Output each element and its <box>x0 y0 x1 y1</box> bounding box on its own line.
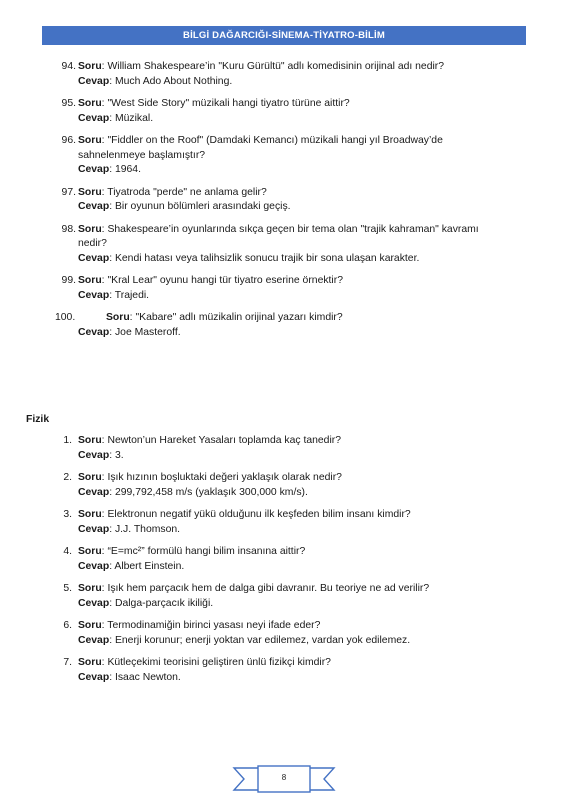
question-line: Soru: Shakespeare’in oyunlarında sıkça geçen bir tema olan "trajik kahraman" kavramı nedir? <box>78 223 479 249</box>
answer-line: Cevap: Joe Masteroff. <box>78 326 181 338</box>
answer-label: Cevap <box>78 252 110 264</box>
answer-line: Cevap: Dalga-parçacık ikiliği. <box>78 597 214 609</box>
answer-label: Cevap <box>78 671 110 683</box>
qa-item-3 <box>0 508 508 537</box>
question-line: Soru: “E=mc²” formülü hangi bilim insanına aittir? <box>78 546 306 557</box>
answer-line: Cevap: J.J. Thomson. <box>78 523 181 535</box>
question-line: Soru: Işık hızının boşluktaki değeri yaklaşık olarak nedir? <box>78 472 342 483</box>
question-text: "Kral Lear" oyunu hangi tür tiyatro eserine örnektir? <box>107 275 343 286</box>
question-number: 96. <box>61 135 76 146</box>
qa-item-98 <box>0 223 508 267</box>
answer-text: Much Ado About Nothing. <box>114 75 233 87</box>
question-line: Soru: Elektronun negatif yükü olduğunu ilk keşfeden bilim insanı kimdir? <box>78 509 411 520</box>
qa-item-96 <box>0 134 508 178</box>
answer-label: Cevap <box>78 449 110 461</box>
question-text: Tiyatroda "perde" ne anlama gelir? <box>107 186 267 198</box>
answer-line: Cevap: 3. <box>78 449 124 461</box>
answer-text: J.J. Thomson. <box>114 523 181 535</box>
answer-label: Cevap <box>78 486 110 498</box>
question-line: Soru: Tiyatroda "perde" ne anlama gelir? <box>78 186 267 198</box>
question-label: Soru <box>78 186 102 198</box>
answer-label: Cevap <box>78 75 110 87</box>
qa-item-100 <box>0 311 508 340</box>
qa-item-6 <box>0 619 508 648</box>
answer-label: Cevap <box>78 560 110 572</box>
question-line: Soru: Newton’un Hareket Yasaları toplamda kaç tanedir? <box>78 435 341 446</box>
qa-item-95 <box>0 97 508 126</box>
answer-line: Cevap: Enerji korunur; enerji yoktan var edilemez, vardan yok edilemez. <box>78 634 411 646</box>
answer-line: Cevap: Bir oyunun bölümleri arasındaki geçiş. <box>78 201 291 212</box>
question-line: Soru: "Fiddler on the Roof" (Damdaki Kemancı) müzikali hangi yıl Broadway’de sahnelenmeye başlamıştır? <box>78 135 443 161</box>
question-line: Soru: Kütleçekimi teorisini geliştiren ünlü fizikçi kimdir? <box>78 657 331 668</box>
answer-text: Kendi hatası veya talihsizlik sonucu trajik bir sona ulaşan karakter. <box>114 252 420 264</box>
question-line: Soru: William Shakespeare’in "Kuru Gürültü" adlı komedisinin orijinal adı nedir? <box>78 61 445 72</box>
qa-item-7 <box>0 656 508 685</box>
question-number: 2. <box>63 472 72 483</box>
question-line: Soru: "Kabare" adlı müzikalin orijinal yazarı kimdir? <box>106 312 343 323</box>
answer-text: Isaac Newton. <box>114 671 181 683</box>
answer-label: Cevap <box>78 201 110 212</box>
question-number: 3. <box>63 509 72 520</box>
answer-text: Trajedi. <box>114 289 150 301</box>
answer-label: Cevap <box>78 112 110 124</box>
question-number: 6. <box>63 620 72 631</box>
physics-question-list <box>0 434 565 693</box>
answer-text: 1964. <box>114 164 141 175</box>
question-label: Soru <box>78 509 102 520</box>
question-number: 94. <box>61 61 76 72</box>
answer-text: Bir oyunun bölümleri arasındaki geçiş. <box>114 201 291 212</box>
question-text: William Shakespeare’in "Kuru Gürültü" adlı komedisinin orijinal adı nedir? <box>107 61 445 72</box>
page-header-title: BİLGİ DAĞARCIĞI-SİNEMA-TİYATRO-BİLİM <box>183 30 385 41</box>
answer-label: Cevap <box>78 326 110 338</box>
answer-label: Cevap <box>78 634 110 646</box>
question-label: Soru <box>78 275 102 286</box>
question-label: Soru <box>78 546 102 557</box>
qa-item-2 <box>0 471 508 500</box>
question-line: Soru: Termodinamiğin birinci yasası neyi ifade eder? <box>78 620 321 631</box>
question-number: 100. <box>55 312 76 323</box>
answer-text: Albert Einstein. <box>114 560 185 572</box>
question-label: Soru <box>78 472 102 483</box>
answer-text: Enerji korunur; enerji yoktan var edilemez, vardan yok edilemez. <box>114 634 411 646</box>
answer-line: Cevap: Much Ado About Nothing. <box>78 75 233 87</box>
answer-line: Cevap: Müzikal. <box>78 112 154 124</box>
qa-item-1 <box>0 434 508 463</box>
answer-line: Cevap: 299,792,458 m/s (yaklaşık 300,000 km/s). <box>78 486 308 498</box>
qa-item-5 <box>0 582 508 611</box>
question-label: Soru <box>106 312 130 323</box>
answer-label: Cevap <box>78 289 110 301</box>
answer-label: Cevap <box>78 597 110 609</box>
question-text: Shakespeare’in oyunlarında sıkça geçen bir tema olan "trajik kahraman" kavramı nedir? <box>78 223 479 249</box>
question-text: "West Side Story" müzikali hangi tiyatro türüne aittir? <box>107 98 350 109</box>
answer-text: Müzikal. <box>114 112 154 124</box>
question-label: Soru <box>78 135 102 146</box>
answer-text: 299,792,458 m/s (yaklaşık 300,000 km/s). <box>114 486 308 498</box>
theatre-question-list <box>0 60 565 348</box>
answer-line: Cevap: Trajedi. <box>78 289 150 301</box>
question-text: “E=mc²” formülü hangi bilim insanına aittir? <box>107 546 306 557</box>
question-text: Işık hızının boşluktaki değeri yaklaşık olarak nedir? <box>107 472 342 483</box>
question-label: Soru <box>78 583 102 594</box>
answer-label: Cevap <box>78 164 110 175</box>
question-text: Işık hem parçacık hem de dalga gibi davranır. Bu teoriye ne ad verilir? <box>107 583 430 594</box>
question-text: Elektronun negatif yükü olduğunu ilk keşfeden bilim insanı kimdir? <box>107 509 411 520</box>
question-text: "Fiddler on the Roof" (Damdaki Kemancı) müzikali hangi yıl Broadway’de sahnelenmeye başlamıştır? <box>78 135 443 161</box>
answer-line: Cevap: Isaac Newton. <box>78 671 181 683</box>
question-line: Soru: "Kral Lear" oyunu hangi tür tiyatro eserine örnektir? <box>78 275 343 286</box>
question-number: 95. <box>61 98 76 109</box>
page-footer <box>232 764 336 794</box>
qa-item-99 <box>0 274 508 303</box>
question-text: Newton’un Hareket Yasaları toplamda kaç tanedir? <box>107 435 341 446</box>
question-number: 5. <box>63 583 72 594</box>
section-title-physics: Fizik <box>26 414 50 425</box>
qa-item-94 <box>0 60 508 89</box>
answer-label: Cevap <box>78 523 110 535</box>
question-number: 4. <box>63 546 72 557</box>
question-number: 97. <box>61 186 76 198</box>
question-label: Soru <box>78 657 102 668</box>
qa-item-4 <box>0 545 508 574</box>
answer-text: Joe Masteroff. <box>114 326 181 338</box>
answer-line: Cevap: 1964. <box>78 164 141 175</box>
question-label: Soru <box>78 620 102 631</box>
page-number: 8 <box>281 773 287 782</box>
answer-text: Dalga-parçacık ikiliği. <box>114 597 214 609</box>
question-text: "Kabare" adlı müzikalin orijinal yazarı kimdir? <box>135 312 343 323</box>
question-number: 99. <box>61 275 76 286</box>
question-text: Termodinamiğin birinci yasası neyi ifade eder? <box>107 620 321 631</box>
question-line: Soru: Işık hem parçacık hem de dalga gibi davranır. Bu teoriye ne ad verilir? <box>78 583 430 594</box>
question-label: Soru <box>78 61 102 72</box>
question-label: Soru <box>78 98 102 109</box>
qa-item-97 <box>0 186 508 215</box>
question-label: Soru <box>78 223 102 235</box>
question-number: 7. <box>63 657 72 668</box>
question-number: 98. <box>61 223 76 235</box>
question-line: Soru: "West Side Story" müzikali hangi tiyatro türüne aittir? <box>78 98 350 109</box>
question-text: Kütleçekimi teorisini geliştiren ünlü fizikçi kimdir? <box>107 657 331 668</box>
question-label: Soru <box>78 435 102 446</box>
answer-text: 3. <box>114 449 124 461</box>
question-number: 1. <box>63 435 72 446</box>
answer-line: Cevap: Albert Einstein. <box>78 560 185 572</box>
page-header-bar <box>42 26 526 45</box>
answer-line: Cevap: Kendi hatası veya talihsizlik sonucu trajik bir sona ulaşan karakter. <box>78 252 420 264</box>
